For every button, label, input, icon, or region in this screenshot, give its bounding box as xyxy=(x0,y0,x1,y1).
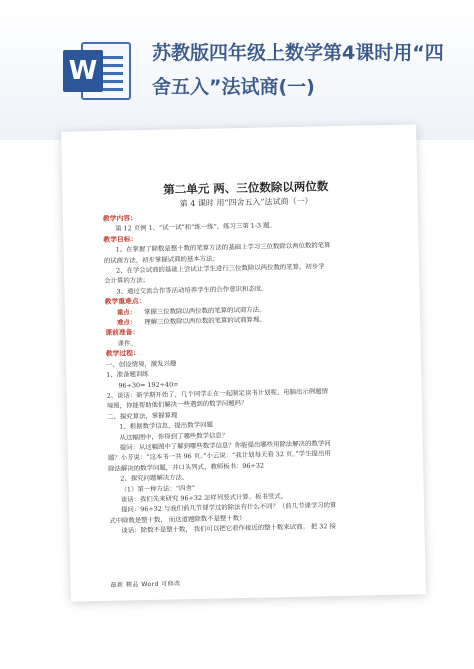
page-heading: 第二单元 两、三位数除以两位数 xyxy=(163,179,329,197)
text-line: 2、谈话：新学期开始了，几个同学正在一起制定读书计划呢。电脑出示例题情 xyxy=(106,387,329,400)
text-line: 96÷30= 192÷40= xyxy=(118,379,179,390)
header-banner xyxy=(0,0,474,140)
text-line: 课件。 xyxy=(117,339,137,348)
text-line: 1、准备题训练 xyxy=(106,370,149,379)
text-line: 3、通过交流合作等活动培养学生的合作意识和态度。 xyxy=(116,284,268,296)
text-line: 课前准备： xyxy=(105,328,140,338)
page-subheading: 第 4 课时 用“四舍五入”法试商（一） xyxy=(179,196,313,209)
text-line: 1、在掌握了除数是整十数的笔算方法的基础上学习三位数除以两位数的笔算 xyxy=(115,241,331,254)
text-line: 提问：96÷32 与我们前几节课学过的除法有什么不同？（前几节课学习的算 xyxy=(120,501,337,514)
page-footer: 最新 精品 Word 可修改 xyxy=(110,579,181,589)
text-line: 除法解决的数学问题，并口头列式，教师板书：96÷32 xyxy=(108,461,265,473)
text-line: 教学过程： xyxy=(105,349,140,359)
lesson-plan-body xyxy=(103,208,407,537)
text-line: 教学重难点： xyxy=(104,297,146,307)
text-line: 题？小芳说：“这本书一共 96 页。”小云说：“我计划每天看 32 页。”学生提出用 xyxy=(107,449,331,463)
text-line: 境图，你能帮助他们解决一些遇到的数学问题吗？ xyxy=(106,399,248,411)
text-line: 的试商方法，初步掌握试商的基本方法； xyxy=(103,254,219,265)
text-line: 1、根据数学信息，提出数学问题 xyxy=(119,420,213,431)
line-label: 重点： xyxy=(116,307,137,317)
line-text: 理解三位数除以两位数的笔算的试商算理。 xyxy=(144,315,266,327)
text-line: 一、创设情境，激发兴趣 xyxy=(105,359,177,369)
text-line: 谈话：除数不是整十数， 我们可以把它看作接近的整十数来试商。 把 32 接 xyxy=(121,522,336,535)
document-page xyxy=(61,124,426,601)
word-icon-letter: W xyxy=(63,50,103,92)
text-line: 教学目标： xyxy=(103,235,138,244)
document-title: 苏教版四年级上数学第4课时用“四舍五入”法试商(一) xyxy=(152,42,444,98)
text-line: 从这幅图中，你得到了哪些数学信息？ xyxy=(119,430,229,442)
text-line: 提问：从这幅图中了解到哪些数学信息？你能提出哪些用除法解决的数学问 xyxy=(119,439,331,452)
word-document-icon xyxy=(63,36,133,106)
text-line: 式中除数是整十数， 而这道题除数不是整十数） xyxy=(109,513,246,525)
text-line: 教学内容： xyxy=(102,214,138,223)
line-text: 掌握三位数除以两位数的笔算的试商方法。 xyxy=(143,305,266,316)
text-line: 第 12 页例 1、“试一试”和“练一练”，练习三第 1-3 题。 xyxy=(115,221,276,234)
text-line: 会计算的方法； xyxy=(104,276,150,286)
line-label: 难点： xyxy=(117,318,137,327)
text-line: （1）第一种方法：“四舍” xyxy=(120,483,196,494)
text-line: 2、探究问题解决方法。 xyxy=(120,473,189,483)
text-line: 谈话：我们先来研究 96÷32 怎样列竖式计算。板书竖式。 xyxy=(120,492,288,504)
text-line: 2、在学会试商的基础上尝试让学生进行三位数除以两位数的笔算，初步学 xyxy=(115,262,325,275)
text-line: 二、探究算法，掌握算理 xyxy=(107,411,178,421)
